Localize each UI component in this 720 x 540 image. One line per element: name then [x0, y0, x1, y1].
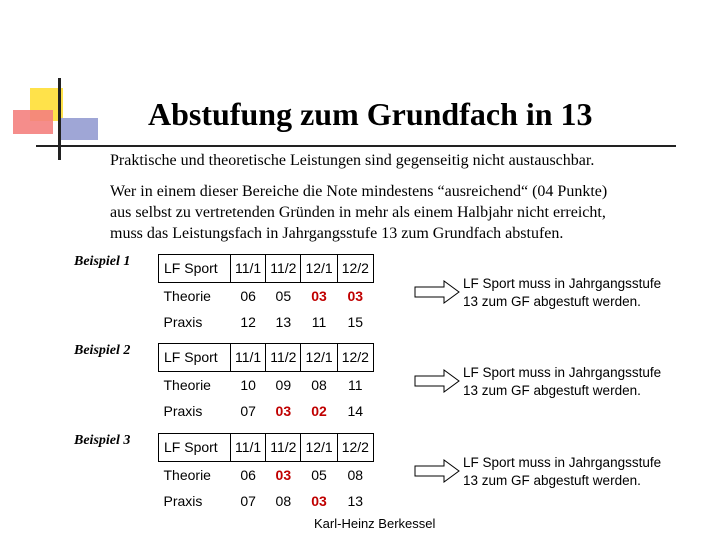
grade-cell: 06: [240, 287, 256, 304]
author-footer: Karl-Heinz Berkessel: [314, 516, 436, 531]
grade-cell-failing: 02: [311, 403, 327, 420]
result-line: LF Sport muss in Jahrgangsstufe: [463, 455, 662, 470]
grade-cell-failing: 03: [275, 403, 292, 420]
decor-vertical-line: [58, 78, 61, 160]
semester-header-cell: 12/1: [301, 255, 337, 283]
grade-table: [158, 343, 374, 425]
decor-blue-square: [60, 118, 98, 140]
subject-header-cell: LF Sport: [159, 434, 231, 462]
result-line: LF Sport muss in Jahrgangsstufe: [463, 276, 662, 291]
grade-cell-failing: 03: [275, 466, 292, 483]
table-row: [159, 398, 374, 425]
semester-header-cell: 11/2: [266, 434, 301, 462]
grade-cell: 08: [311, 376, 327, 393]
arrow-right-icon: [414, 459, 460, 483]
semester-header-cell: 11/2: [266, 255, 301, 283]
grade-cell: 08: [347, 466, 364, 483]
semester-header-cell: 12/1: [301, 434, 337, 462]
table-row: [159, 282, 374, 309]
row-label-cell: Praxis: [163, 403, 203, 420]
grade-cell-failing: 03: [311, 493, 327, 510]
grade-cell: 06: [240, 466, 256, 483]
title-underline: [36, 145, 676, 147]
grade-cell: 07: [240, 403, 256, 420]
table-header-row: [159, 434, 374, 462]
condition-line: aus selbst zu vertretenden Gründen in mehr als einem Halbjahr nicht erreicht,: [110, 204, 606, 221]
condition-line: Wer in einem dieser Bereiche die Note mindestens “ausreichend“ (04 Punkte): [110, 183, 608, 200]
condition-line: muss das Leistungsfach in Jahrgangsstufe 13 zum Grundfach abstufen.: [110, 225, 564, 242]
slide-title: Abstufung zum Grundfach in 13: [148, 96, 593, 132]
semester-header-cell: 12/2: [337, 434, 373, 462]
grade-cell-failing: 03: [347, 287, 364, 304]
result-line: LF Sport muss in Jahrgangsstufe: [463, 365, 662, 380]
grade-cell: 08: [275, 493, 292, 510]
subject-header-cell: LF Sport: [159, 255, 231, 283]
row-label-cell: Praxis: [163, 314, 203, 331]
grade-cell-failing: 03: [311, 287, 327, 304]
grade-table: [158, 254, 374, 336]
semester-header-cell: 11/1: [231, 344, 266, 372]
table-header-row: [159, 344, 374, 372]
semester-header-cell: 11/1: [231, 434, 266, 462]
example-label: Beispiel 1: [74, 254, 131, 269]
result-text: [463, 275, 661, 311]
semester-header-cell: 11/1: [231, 255, 266, 283]
grade-cell: 14: [347, 403, 364, 420]
semester-header-cell: 12/2: [337, 344, 373, 372]
row-label-cell: Theorie: [163, 287, 211, 304]
condition-paragraph: [110, 181, 607, 244]
example-label: Beispiel 3: [74, 433, 131, 448]
result-line: 13 zum GF abgestuft werden.: [463, 294, 641, 309]
result-line: 13 zum GF abgestuft werden.: [463, 473, 641, 488]
result-text: [463, 454, 661, 490]
grade-table: [158, 433, 374, 515]
rule-paragraph: Praktische und theoretische Leistungen sind gegenseitig nicht austauschbar.: [110, 152, 595, 169]
grade-cell: 12: [240, 314, 256, 331]
table-row: [159, 309, 374, 336]
arrow-right-icon: [414, 369, 460, 393]
row-label-cell: Praxis: [163, 493, 203, 510]
grade-cell: 05: [311, 466, 327, 483]
grade-cell: 05: [275, 287, 292, 304]
semester-header-cell: 11/2: [266, 344, 301, 372]
semester-header-cell: 12/2: [337, 255, 373, 283]
result-text: [463, 364, 661, 400]
semester-header-cell: 12/1: [301, 344, 337, 372]
grade-cell: 10: [240, 376, 256, 393]
row-label-cell: Theorie: [163, 376, 211, 393]
decor-red-square: [13, 110, 53, 134]
example-label: Beispiel 2: [74, 343, 131, 358]
table-row: [159, 488, 374, 515]
table-row: [159, 371, 374, 398]
table-row: [159, 461, 374, 488]
arrow-right-icon: [414, 280, 460, 304]
grade-cell: 13: [347, 493, 364, 510]
grade-cell: 15: [347, 314, 364, 331]
grade-cell: 09: [275, 376, 292, 393]
subject-header-cell: LF Sport: [159, 344, 231, 372]
result-line: 13 zum GF abgestuft werden.: [463, 383, 641, 398]
table-header-row: [159, 255, 374, 283]
grade-cell: 13: [275, 314, 292, 331]
grade-cell: 11: [348, 376, 363, 393]
grade-cell: 07: [240, 493, 256, 510]
row-label-cell: Theorie: [163, 466, 211, 483]
grade-cell: 11: [311, 314, 327, 331]
